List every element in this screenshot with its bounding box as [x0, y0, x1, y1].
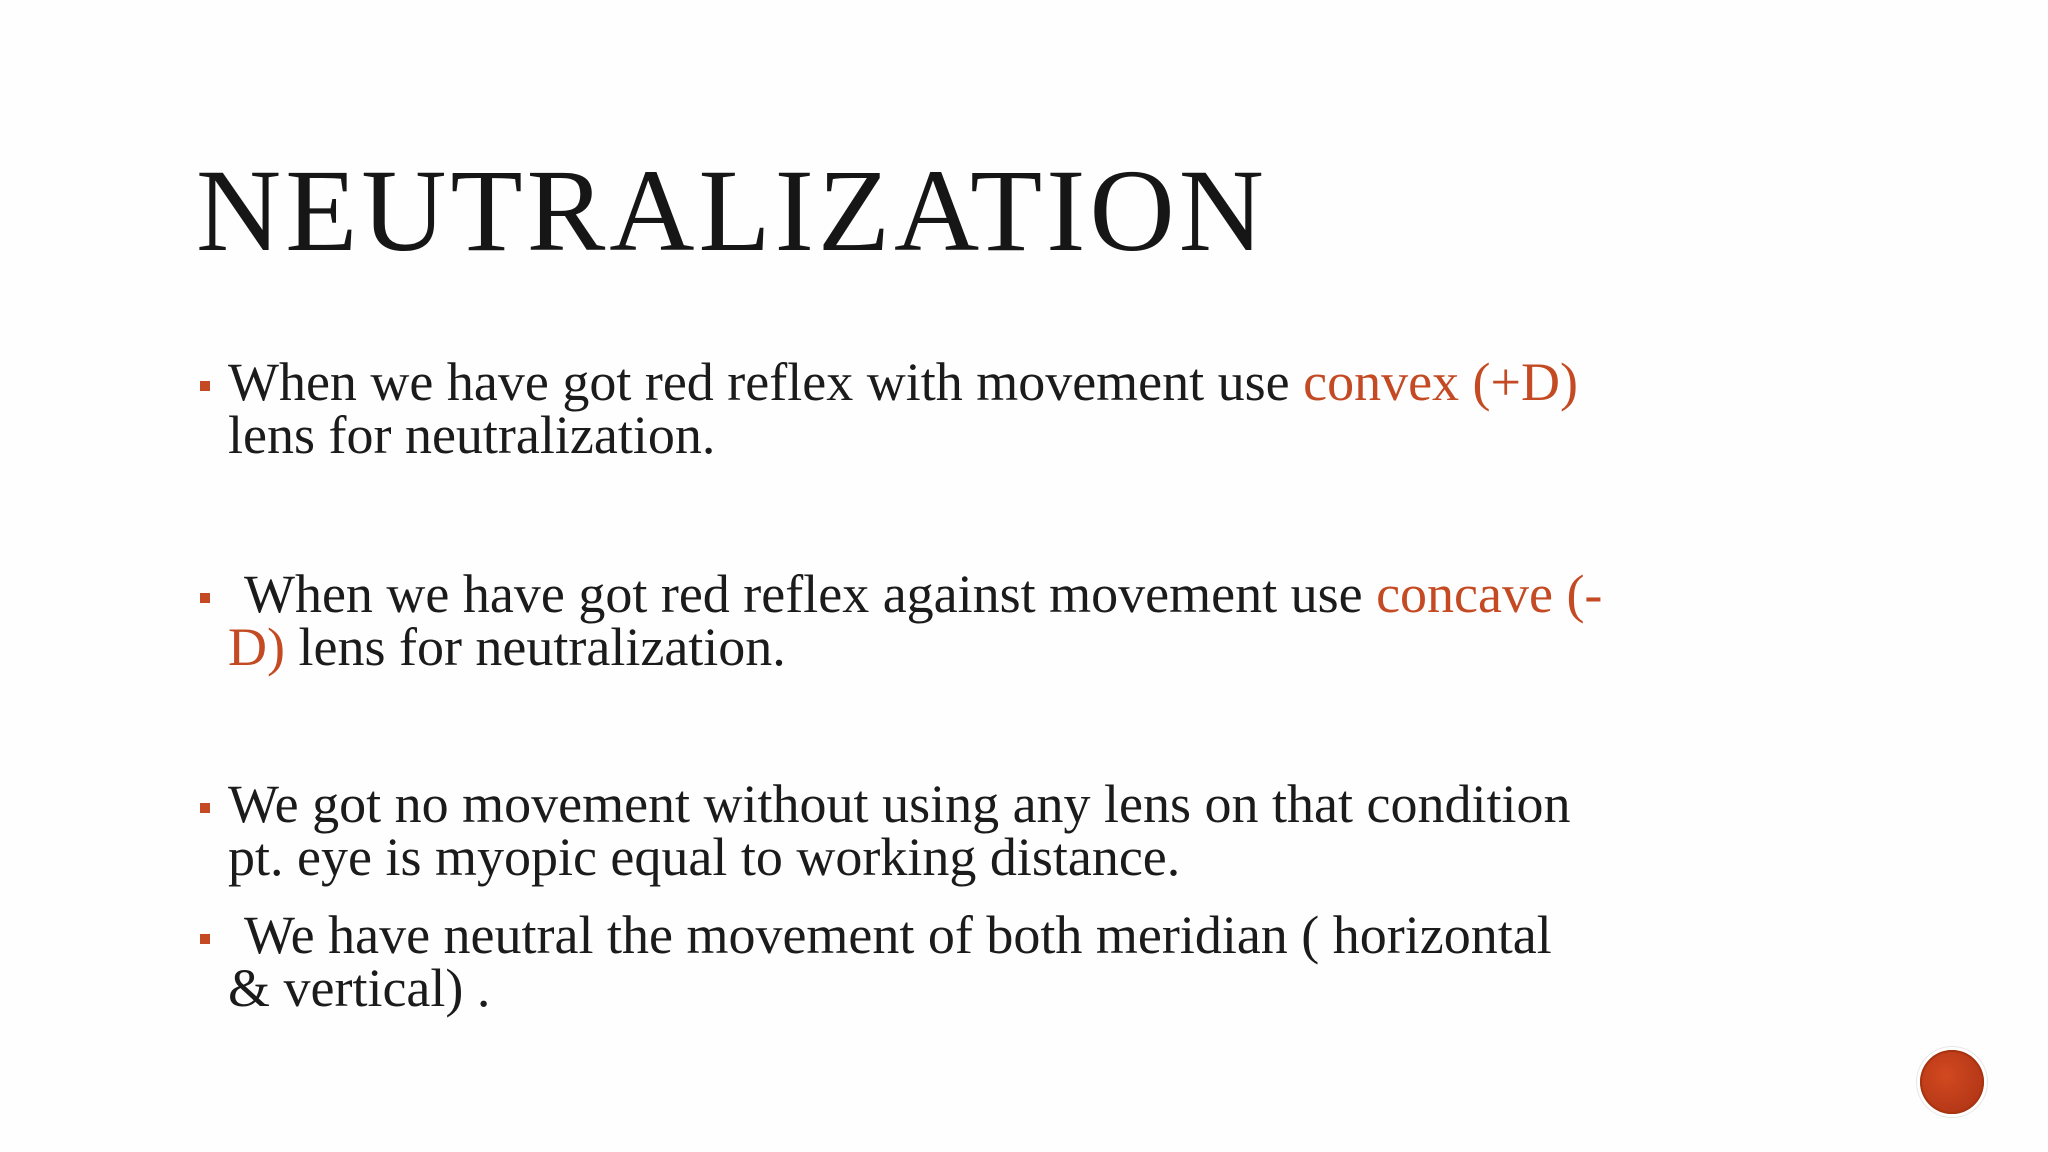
next-slide-button[interactable]	[1917, 1047, 1987, 1117]
square-bullet-icon	[200, 934, 210, 944]
bullet-line	[228, 905, 1876, 965]
bullet-line	[228, 774, 1876, 834]
bullet-line	[228, 352, 1876, 412]
bullet-line	[228, 958, 1876, 1018]
bullet-text: pt. eye is myopic equal to working distance.	[228, 827, 1181, 887]
bullet-line	[228, 617, 1876, 677]
bullet-line	[228, 405, 1876, 465]
bullet-text: & vertical) .	[228, 958, 491, 1018]
bullet-highlight: concave (-	[1376, 564, 1603, 624]
bullet-line	[228, 564, 1876, 624]
slide-title: NEUTRALIZATION	[196, 145, 1268, 276]
bullet-text: When we have got red reflex against movement use	[244, 564, 1377, 624]
bullet-text: lens for neutralization.	[284, 617, 786, 677]
square-bullet-icon	[200, 381, 210, 391]
square-bullet-icon	[200, 803, 210, 813]
bullet-item	[196, 564, 1876, 677]
bullet-item	[196, 905, 1876, 1018]
square-bullet-icon	[200, 593, 210, 603]
bullet-list	[196, 352, 1876, 1018]
bullet-text: When we have got red reflex with movement use	[228, 352, 1304, 412]
bullet-text: We have neutral the movement of both meridian ( horizontal	[244, 905, 1552, 965]
circle-next-icon	[1920, 1050, 1984, 1114]
bullet-text: We got no movement without using any lens on that condition	[228, 774, 1571, 834]
bullet-item	[196, 774, 1876, 887]
bullet-text: lens for neutralization.	[228, 405, 716, 465]
bullet-line	[228, 827, 1876, 887]
bullet-highlight: convex (+D)	[1303, 352, 1578, 412]
bullet-highlight: D)	[228, 617, 285, 677]
bullet-item	[196, 352, 1876, 465]
